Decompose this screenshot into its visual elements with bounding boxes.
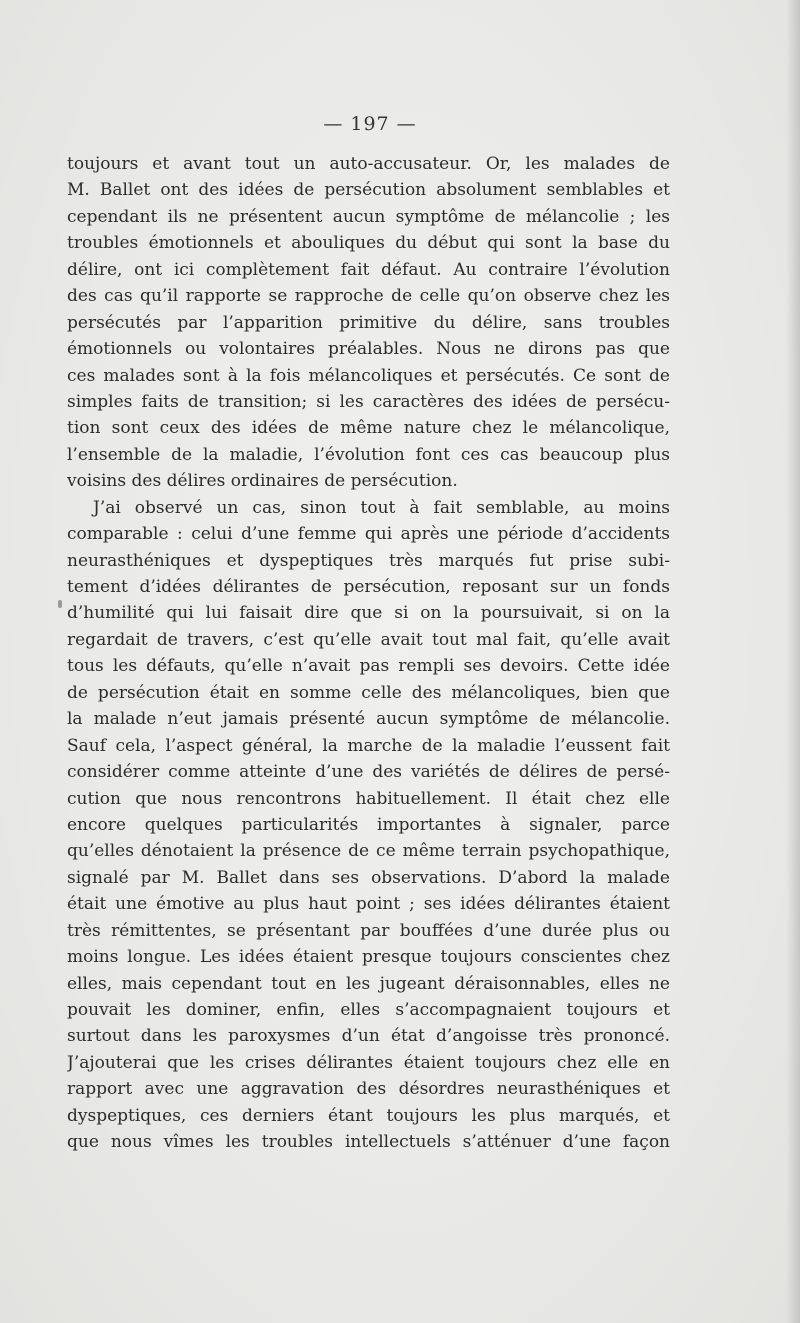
body-text xyxy=(67,151,670,1156)
text-line: très rémittentes, se présentant par bouffées d’une durée plus ou xyxy=(67,920,670,941)
text-line: J’ai observé un cas, sinon tout à fait semblable, au moins xyxy=(93,497,670,518)
text-line: dyspeptiques, ces derniers étant toujours les plus marqués, et xyxy=(67,1105,670,1126)
page-number: — 197 — xyxy=(323,113,417,135)
text-line: tion sont ceux des idées de même nature chez le mélancolique, xyxy=(67,418,670,439)
text-line: neurasthéniques et dyspeptiques très marqués fut prise subi- xyxy=(67,550,670,571)
text-line: que nous vîmes les troubles intellectuels s’atténuer d’une façon xyxy=(67,1132,670,1153)
text-line: elles, mais cependant tout en les jugeant déraisonnables, elles ne xyxy=(67,973,670,994)
text-line: voisins des délires ordinaires de persécution. xyxy=(67,471,458,492)
text-line: regardait de travers, c’est qu’elle avait tout mal fait, qu’elle avait xyxy=(67,629,670,650)
text-line: de persécution était en somme celle des mélancoliques, bien que xyxy=(67,682,670,703)
text-line: J’ajouterai que les crises délirantes étaient toujours chez elle en xyxy=(67,1052,670,1073)
text-line: moins longue. Les idées étaient presque toujours conscientes chez xyxy=(67,947,670,968)
text-line: cependant ils ne présentent aucun symptôme de mélancolie ; les xyxy=(67,206,670,227)
text-line: émotionnels ou volontaires préalables. Nous ne dirons pas que xyxy=(67,339,670,360)
text-line: ces malades sont à la fois mélancoliques et persécutés. Ce sont de xyxy=(67,365,670,386)
text-line: l’ensemble de la maladie, l’évolution font ces cas beaucoup plus xyxy=(67,444,670,465)
text-line: qu’elles dénotaient la présence de ce même terrain psychopathique, xyxy=(67,841,670,862)
margin-mark xyxy=(58,600,62,608)
text-line: M. Ballet ont des idées de persécution absolument semblables et xyxy=(67,180,670,201)
text-line: Sauf cela, l’aspect général, la marche de la maladie l’eussent fait xyxy=(67,735,670,756)
text-line: d’humilité qui lui faisait dire que si on la poursuivait, si on la xyxy=(67,603,670,624)
text-line: délire, ont ici complètement fait défaut. Au contraire l’évolution xyxy=(67,259,670,280)
text-line: simples faits de transition; si les caractères des idées de persécu- xyxy=(67,391,670,412)
page-edge-shadow xyxy=(786,0,800,1323)
text-line: encore quelques particularités importantes à signaler, parce xyxy=(67,814,670,835)
text-line: troubles émotionnels et abouliques du début qui sont la base du xyxy=(67,233,670,254)
text-line: était une émotive au plus haut point ; ses idées délirantes étaient xyxy=(67,894,670,915)
text-line: la malade n’eut jamais présenté aucun symptôme de mélancolie. xyxy=(67,709,670,730)
text-line: cution que nous rencontrons habituellement. Il était chez elle xyxy=(67,788,670,809)
text-line: considérer comme atteinte d’une des variétés de délires de persé- xyxy=(67,762,670,783)
text-line: toujours et avant tout un auto-accusateur. Or, les malades de xyxy=(67,154,670,174)
text-line: tous les défauts, qu’elle n’avait pas rempli ses devoirs. Cette idée xyxy=(67,656,670,677)
text-line: persécutés par l’apparition primitive du délire, sans troubles xyxy=(67,312,670,333)
text-line: des cas qu’il rapporte se rapproche de celle qu’on observe chez les xyxy=(67,286,670,307)
text-line: pouvait les dominer, enfin, elles s’accompagnaient toujours et xyxy=(67,1000,670,1020)
text-line: rapport avec une aggravation des désordres neurasthéniques et xyxy=(67,1079,670,1100)
text-line: surtout dans les paroxysmes d’un état d’angoisse très prononcé. xyxy=(67,1026,670,1047)
text-line: signalé par M. Ballet dans ses observations. D’abord la malade xyxy=(67,867,670,888)
text-line: tement d’idées délirantes de persécution, reposant sur un fonds xyxy=(67,577,670,597)
text-line: comparable : celui d’une femme qui après une période d’accidents xyxy=(67,524,670,545)
